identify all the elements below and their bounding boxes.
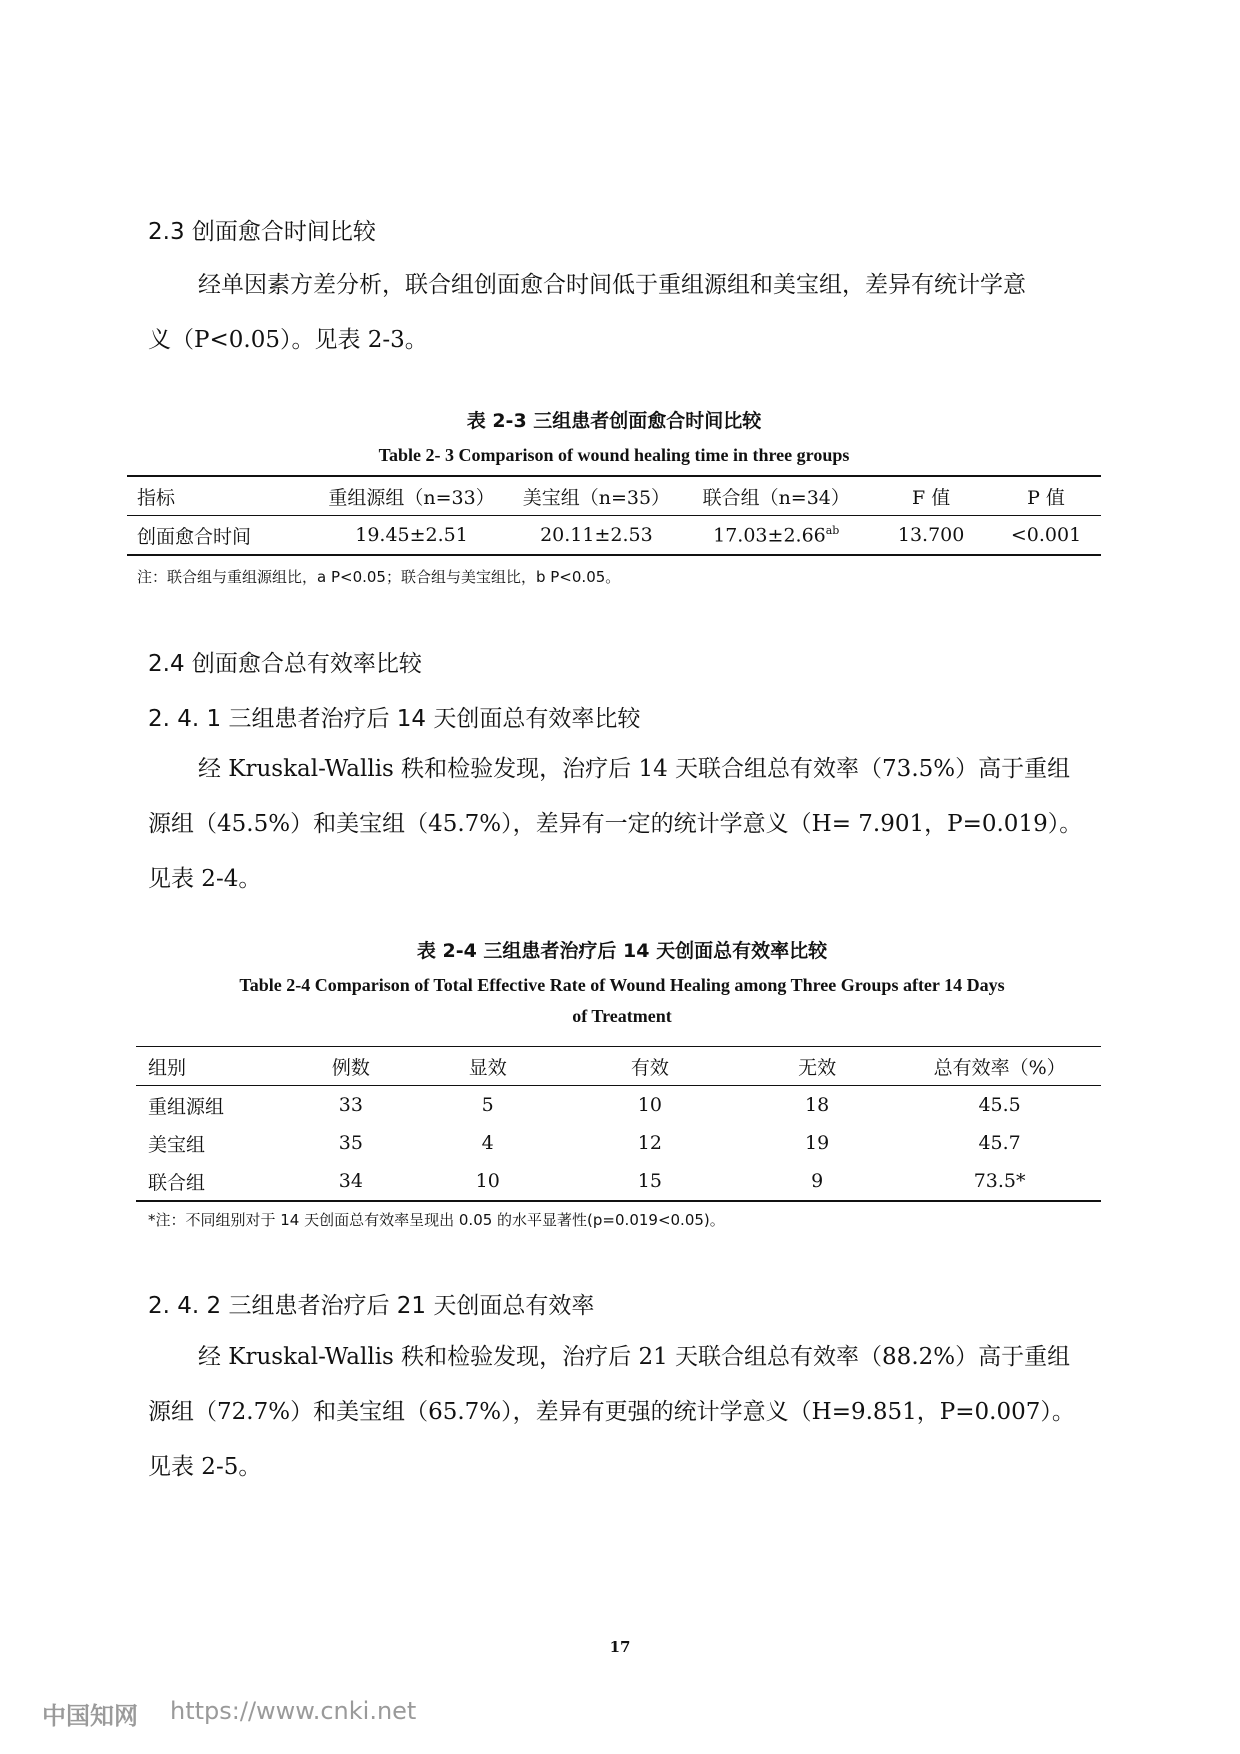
paragraph-line: 源组（45.5%）和美宝组（45.7%），差异有一定的统计学意义（H= 7.901，P=0.019）。	[148, 811, 1083, 837]
table-cell: 10	[637, 1094, 662, 1116]
table-cell: 20.11±2.53	[540, 524, 653, 546]
paragraph-line: 见表 2-5。	[148, 1454, 262, 1480]
table-header-cell: 总有效率（%）	[933, 1056, 1066, 1079]
cnki-logo-text: 中国知网	[42, 1702, 138, 1730]
table-cell: 美宝组	[148, 1133, 206, 1156]
table-cell: 18	[805, 1094, 830, 1116]
cell-value: 17.03±2.66	[713, 524, 826, 547]
paragraph-line: 经单因素方差分析，联合组创面愈合时间低于重组源组和美宝组，差异有统计学意	[198, 272, 1026, 298]
table-cell: 13.700	[897, 524, 965, 546]
table-row	[136, 1124, 1101, 1162]
table-cell: 9	[811, 1170, 824, 1192]
table-header-cell: 有效	[630, 1056, 669, 1079]
table-cell: 10	[475, 1170, 500, 1192]
table-cell: 19	[805, 1132, 830, 1154]
table-header-cell: 联合组（n=34）	[702, 486, 850, 509]
table-header-cell: 组别	[148, 1056, 187, 1079]
table-caption-en: Table 2- 3 Comparison of wound healing time in three groups	[378, 445, 850, 465]
cnki-url[interactable]: https://www.cnki.net	[170, 1697, 417, 1725]
table-2-3-caption	[127, 406, 1101, 466]
table-2-4-note: *注：不同组别对于 14 天创面总有效率呈现出 0.05 的水平显著性(p=0.019<0.05)。	[148, 1211, 725, 1229]
paragraph-2-3	[148, 258, 1100, 368]
table-cell: 5	[481, 1094, 494, 1116]
table-header-cell: P 值	[1027, 486, 1065, 509]
table-row	[136, 1086, 1101, 1125]
table-cell	[681, 516, 871, 556]
paragraph-line: 经 Kruskal-Wallis 秩和检验发现，治疗后 14 天联合组总有效率（73.5%）高于重组	[198, 756, 1071, 782]
table-cell: 45.5	[978, 1094, 1021, 1116]
table-cell: 45.7	[978, 1132, 1021, 1154]
table-cell: 4	[481, 1132, 494, 1154]
subsection-heading-2-4-1: 2. 4. 1 三组患者治疗后 14 天创面总有效率比较	[148, 706, 641, 732]
table-cell: 15	[637, 1170, 662, 1192]
table-caption-cn: 表 2-4 三组患者治疗后 14 天创面总有效率比较	[416, 940, 828, 962]
table-cell: 35	[338, 1132, 363, 1154]
table-2-4-caption	[127, 936, 1117, 1027]
paragraph-line: 经 Kruskal-Wallis 秩和检验发现，治疗后 21 天联合组总有效率（88.2%）高于重组	[198, 1344, 1071, 1370]
significance-marker: ab	[825, 523, 840, 537]
table-cell: <0.001	[1010, 524, 1082, 546]
table-cell: 19.45±2.51	[355, 524, 468, 546]
table-caption-cn: 表 2-3 三组患者创面愈合时间比较	[466, 410, 762, 432]
paragraph-line: 源组（72.7%）和美宝组（65.7%），差异有更强的统计学意义（H=9.851，P=0.007）。	[148, 1399, 1075, 1425]
table-header-cell: 指标	[137, 486, 176, 509]
section-heading-2-3: 2.3 创面愈合时间比较	[148, 219, 376, 245]
table-header-cell: F 值	[911, 486, 951, 509]
table-row	[127, 516, 1101, 556]
table-cell: 12	[637, 1132, 662, 1154]
table-caption-en: of Treatment	[572, 1006, 672, 1026]
table-header-cell: 例数	[331, 1056, 370, 1079]
table-cell: 重组源组	[148, 1095, 225, 1118]
table-2-3-note: 注：联合组与重组源组比，a P<0.05；联合组与美宝组比，b P<0.05。	[137, 568, 621, 586]
table-cell: 联合组	[148, 1171, 206, 1194]
table-header-cell: 显效	[468, 1056, 507, 1079]
table-row	[136, 1162, 1101, 1201]
table-cell: 73.5*	[973, 1170, 1026, 1192]
table-cell: 33	[338, 1094, 363, 1116]
paragraph-line: 义（P<0.05）。见表 2-3。	[148, 327, 428, 353]
table-header-cell: 美宝组（n=35）	[522, 486, 671, 509]
table-header-cell: 重组源组（n=33）	[328, 486, 495, 509]
page-number: 17	[609, 1638, 631, 1656]
section-heading-2-4: 2.4 创面愈合总有效率比较	[148, 651, 422, 677]
table-2-3	[127, 475, 1101, 556]
subsection-heading-2-4-2: 2. 4. 2 三组患者治疗后 21 天创面总有效率	[148, 1293, 595, 1319]
table-cell: 34	[338, 1170, 363, 1192]
paragraph-2-4-1	[148, 742, 1100, 907]
paragraph-line: 见表 2-4。	[148, 866, 262, 892]
table-cell: 创面愈合时间	[137, 525, 252, 548]
paragraph-2-4-2	[148, 1330, 1100, 1495]
table-header-cell: 无效	[798, 1056, 837, 1079]
table-2-4	[136, 1046, 1101, 1202]
table-caption-en: Table 2-4 Comparison of Total Effective Rate of Wound Healing among Three Groups after 14 Days	[239, 975, 1005, 995]
